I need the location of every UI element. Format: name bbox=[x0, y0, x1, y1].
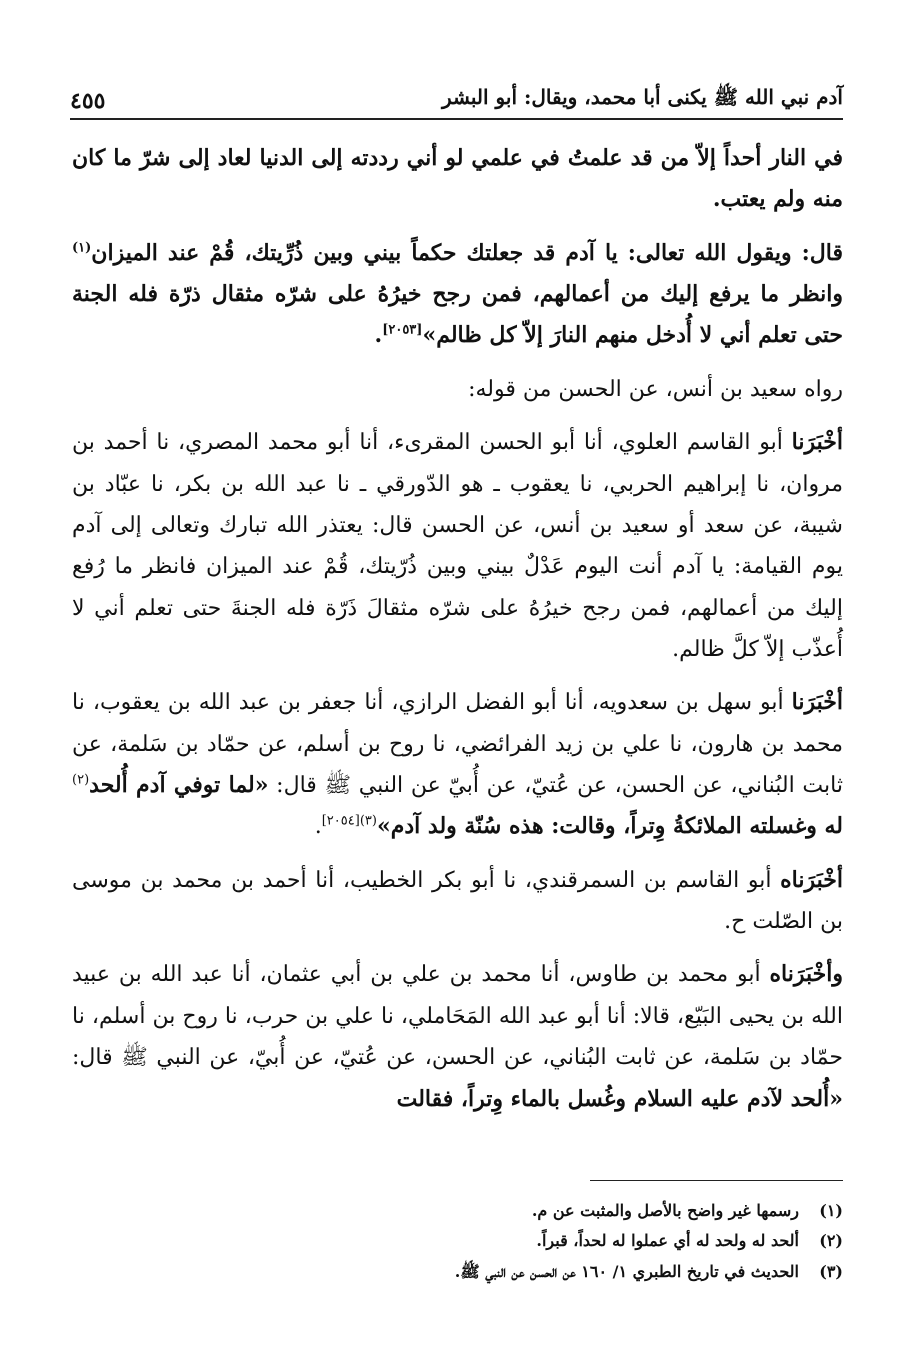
paragraph-4-lead: أخْبَرَنا bbox=[791, 429, 843, 456]
footnote-1 bbox=[72, 1196, 843, 1226]
paragraph-2-mid: وانظر ما يرفع إليك من أعمالهم، فمن رجح خيرُهُ على شرّه مثقال ذرّة فله الجنة حتى تعلم أني لا أُدخل منهم النارَ إلاّ كل ظالم» bbox=[72, 281, 843, 349]
main-text bbox=[72, 138, 843, 1132]
paragraph-5-quote-a: «لما توفي آدم أُلحد bbox=[89, 772, 269, 799]
paragraph-7-text: أبو محمد بن طاوس، أنا محمد بن علي بن أبي عثمان، أنا عبد الله بن عبيد الله بن يحيى البَيّع، قالا: أنا أبو عبد الله المَحَاملي، نا علي بن حرب، نا روح بن أسلم، نا حمّاد بن سَلمة، عن ثابت البُناني، عن الحسن، عن عُتيّ، عن أُبيّ، عن النبي ﷺ قال: bbox=[72, 962, 843, 1071]
footnote-marker-1[interactable]: (١) bbox=[72, 240, 92, 256]
paragraph-5-text: أبو سهل بن سعدويه، أنا أبو الفضل الرازي، أنا جعفر بن عبد الله بن يعقوب، نا محمد بن هارون، نا علي بن زيد الفرائضي، نا روح بن أسلم، عن حمّاد بن سَلمة، عن ثابت البُناني، عن الحسن، عن عُتيّ، عن أُبيّ عن النبي ﷺ قال: bbox=[72, 690, 843, 799]
page-number: ٤٥٥ bbox=[70, 88, 106, 114]
paragraph-7 bbox=[72, 954, 843, 1119]
footnote-rule bbox=[590, 1180, 843, 1181]
paragraph-6-text: أبو القاسم بن السمرقندي، نا أبو بكر الخطيب، أنا أحمد بن محمد بن موسى بن الصّلت ح. bbox=[72, 867, 843, 935]
paragraph-5-end: . bbox=[314, 814, 322, 840]
paragraph-2-intro: قال: ويقول الله تعالى: يا آدم قد جعلتك حكماً بيني وبين ذُرِّيتك، قُمْ عند الميزان bbox=[91, 239, 843, 266]
paragraph-5-lead: أخْبَرَنا bbox=[791, 689, 843, 716]
paragraph-7-lead: وأخْبَرَناه bbox=[769, 961, 843, 988]
footnotes bbox=[72, 1196, 843, 1287]
paragraph-4 bbox=[72, 422, 843, 670]
footnote-number: (١) bbox=[819, 1201, 843, 1220]
paragraph-2 bbox=[72, 233, 843, 357]
paragraph-1: في النار أحداً إلاّ من قد علمتُ في علمي لو أني رددته إلى الدنيا لعاد إلى شرّ ما كان منه ولم يعتب. bbox=[72, 145, 843, 213]
footnote-text: الحديث في تاريخ الطبري ١/ ١٦٠ عن الحسن عن النبي ﷺ. bbox=[454, 1261, 799, 1281]
running-head bbox=[70, 74, 843, 114]
paragraph-7-quote: «أُلحد لآدم عليه السلام وغُسل بالماء وِتراً، فقالت bbox=[396, 1085, 843, 1112]
footnote-number: (٢) bbox=[819, 1231, 843, 1251]
header-rule bbox=[70, 118, 843, 120]
paragraph-4-text: أبو القاسم العلوي، أنا أبو الحسن المقرىء، أنا أبو محمد المصري، نا أحمد بن مروان، نا إبراهيم الحربي، نا يعقوب ـ هو الدّورقي ـ نا عبد الله بن بكر، نا عبّاد بن شيبة، عن سعد أو سعيد بن أنس، عن الحسن قال: يعتذر الله تبارك وتعالى إلى آدم يوم القيامة: يا آدم أنت اليوم عَدْلٌ بيني وبين ذُرّيتك، قُمْ عند الميزان فانظر ما رُفع إليك من أعمالهم، فمن رجح خيرُهُ على شرّه مثقالَ ذَرّة فله الجنةَ حتى تعلم أني لا أُعذّب إلاّ كلَّ ظالم. bbox=[72, 430, 843, 662]
footnote-text: رسمها غير واضح بالأصل والمثبت عن م. bbox=[531, 1201, 799, 1220]
footnote-3 bbox=[72, 1257, 843, 1287]
footnote-marker-3[interactable]: (٣) bbox=[359, 814, 377, 830]
paragraph-5 bbox=[72, 682, 843, 847]
paragraph-3: رواه سعيد بن أنس، عن الحسن من قوله: bbox=[468, 376, 843, 402]
footnote-marker-2[interactable]: (٢) bbox=[72, 772, 90, 788]
paragraph-5-quote-b: له وغسلته الملائكةُ وِتراً، وقالت: هذه سُنّة ولد آدم» bbox=[376, 813, 843, 840]
footnote-2 bbox=[72, 1226, 843, 1256]
footnote-number: (٣) bbox=[819, 1261, 843, 1281]
hadith-ref-2054: [٢٠٥٤] bbox=[321, 814, 360, 830]
running-title: آدم نبي الله ﷺ يكنى أبا محمد، ويقال: أبو البشر bbox=[442, 85, 843, 109]
hadith-ref-2053: [٢٠٥٣] bbox=[382, 323, 423, 339]
paragraph-6 bbox=[72, 860, 843, 943]
footnote-text: ألحد له ولحد له أي عملوا له لحداً، قبراً. bbox=[536, 1231, 799, 1251]
paragraph-2-end: . bbox=[374, 322, 383, 349]
paragraph-6-lead: أخْبَرَناه bbox=[780, 866, 843, 893]
